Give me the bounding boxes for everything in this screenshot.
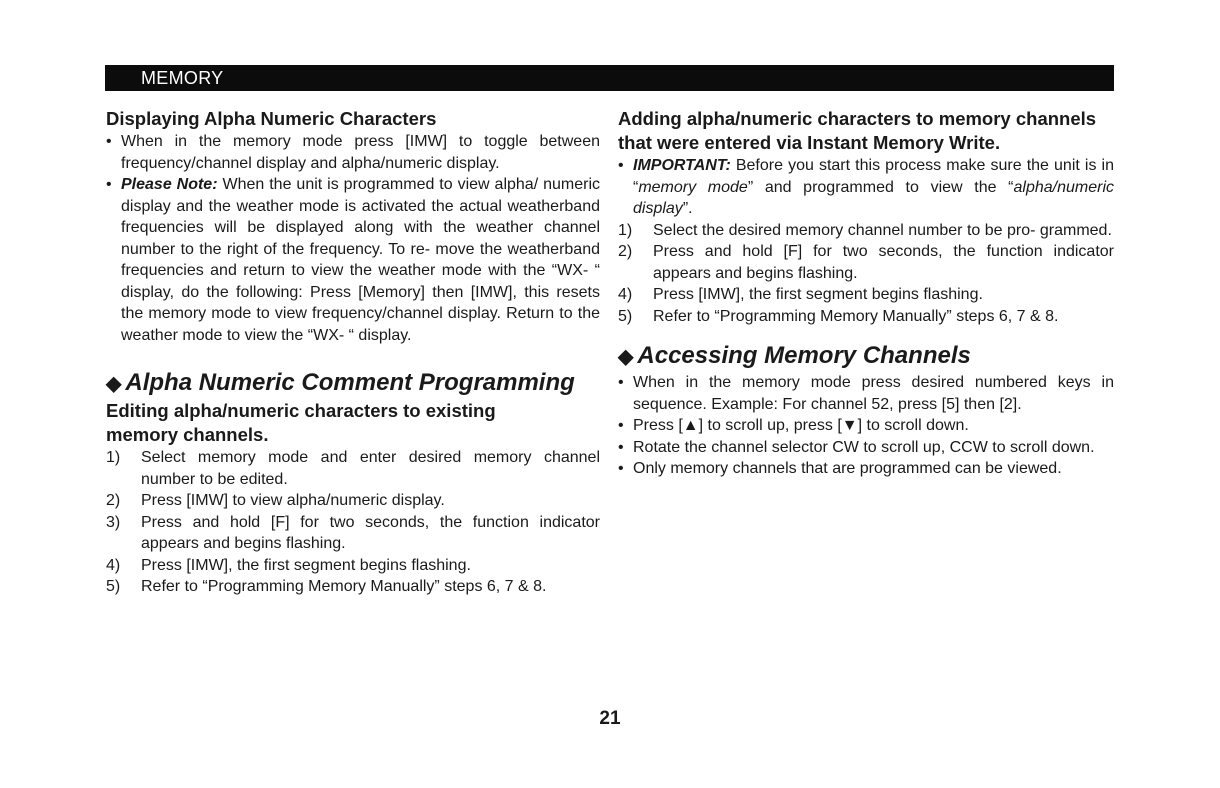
please-note-label: Please Note: (121, 176, 218, 193)
diamond-icon: ◆ (618, 346, 634, 368)
list-item: 1) Select the desired memory channel number to be pro- grammed. (618, 221, 1112, 239)
list-item: 2) Press [IMW] to view alpha/numeric display. (106, 492, 445, 509)
adding-heading: Adding alpha/numeric characters to memory channels that were entered via Instant Memory Write. (618, 108, 1097, 153)
bullet-text: When the unit is programmed to view alpha/ numeric display and the weather mode is activated the actual weatherband frequencies will be displayed along with the weather channel number to the right of the frequency. To re- move the weatherband frequencies and return to view the weather mode with the “WX- “ display, do the following: Press [Memory] then [IMW], this resets the memory mode to view frequency/channel display. Return to the weather mode to view the “WX- “ display. (121, 176, 600, 344)
list-item: 5) Refer to “Programming Memory Manually” steps 6, 7 & 8. (106, 578, 547, 595)
list-item: • Only memory channels that are programmed can be viewed. (618, 458, 1114, 480)
page-number: 21 (599, 708, 621, 729)
diamond-icon: ◆ (106, 373, 122, 395)
list-item: • IMPORTANT: Before you start this process make sure the unit is in “memory mode” and programmed to view the “alpha/numeric display”. (618, 157, 1114, 217)
list-item: 5) Refer to “Programming Memory Manually” steps 6, 7 & 8. (618, 307, 1059, 325)
section-header-title: MEMORY (141, 68, 224, 88)
comment-programming-title: ◆ Alpha Numeric Comment Programming (106, 369, 575, 396)
list-item: • When in the memory mode press desired numbered keys in sequence. Example: For channel 52, press [5] then [2]. (618, 374, 1114, 413)
list-item (106, 131, 600, 174)
bullet-text: When in the memory mode press [IMW] to toggle between frequency/channel display and alpha/numeric display. (121, 133, 600, 172)
bullet-dot: • (618, 438, 624, 456)
section-header-bar (105, 65, 1114, 91)
list-item: • Rotate the channel selector CW to scroll up, CCW to scroll down. (618, 437, 1114, 459)
left-column (106, 107, 600, 598)
important-bullet-list (618, 155, 1114, 220)
bullet-dot: • (618, 417, 624, 434)
displaying-heading: Displaying Alpha Numeric Characters (106, 108, 437, 129)
adding-steps-list (618, 220, 1114, 328)
editing-steps-list (106, 447, 600, 598)
list-item: • Press [▲] to scroll up, press [▼] to scroll down. (618, 415, 1114, 437)
list-item: 2) Press and hold [F] for two seconds, the function indicator appears and begins flashing. (618, 243, 1114, 282)
list-item: 1) Select memory mode and enter desired memory channel number to be edited. (106, 449, 600, 488)
editing-heading: Editing alpha/numeric characters to existing memory channels. (106, 400, 496, 445)
bullet-dot: • (106, 176, 112, 193)
list-item: 4) Press [IMW], the first segment begins flashing. (106, 556, 471, 574)
important-label: IMPORTANT: (633, 157, 731, 174)
list-item: 4) Press [IMW], the first segment begins flashing. (618, 286, 983, 303)
list-item (106, 174, 600, 346)
displaying-bullet-list (106, 131, 600, 346)
accessing-bullet-list (618, 372, 1114, 480)
accessing-memory-title: ◆ Accessing Memory Channels (618, 342, 971, 369)
list-item: 3) Press and hold [F] for two seconds, the function indicator appears and begins flashing. (106, 513, 600, 552)
bullet-dot: • (618, 374, 624, 391)
bullet-dot: • (618, 157, 624, 174)
bullet-dot: • (618, 460, 624, 477)
bullet-dot: • (106, 133, 112, 150)
right-column (618, 107, 1114, 480)
